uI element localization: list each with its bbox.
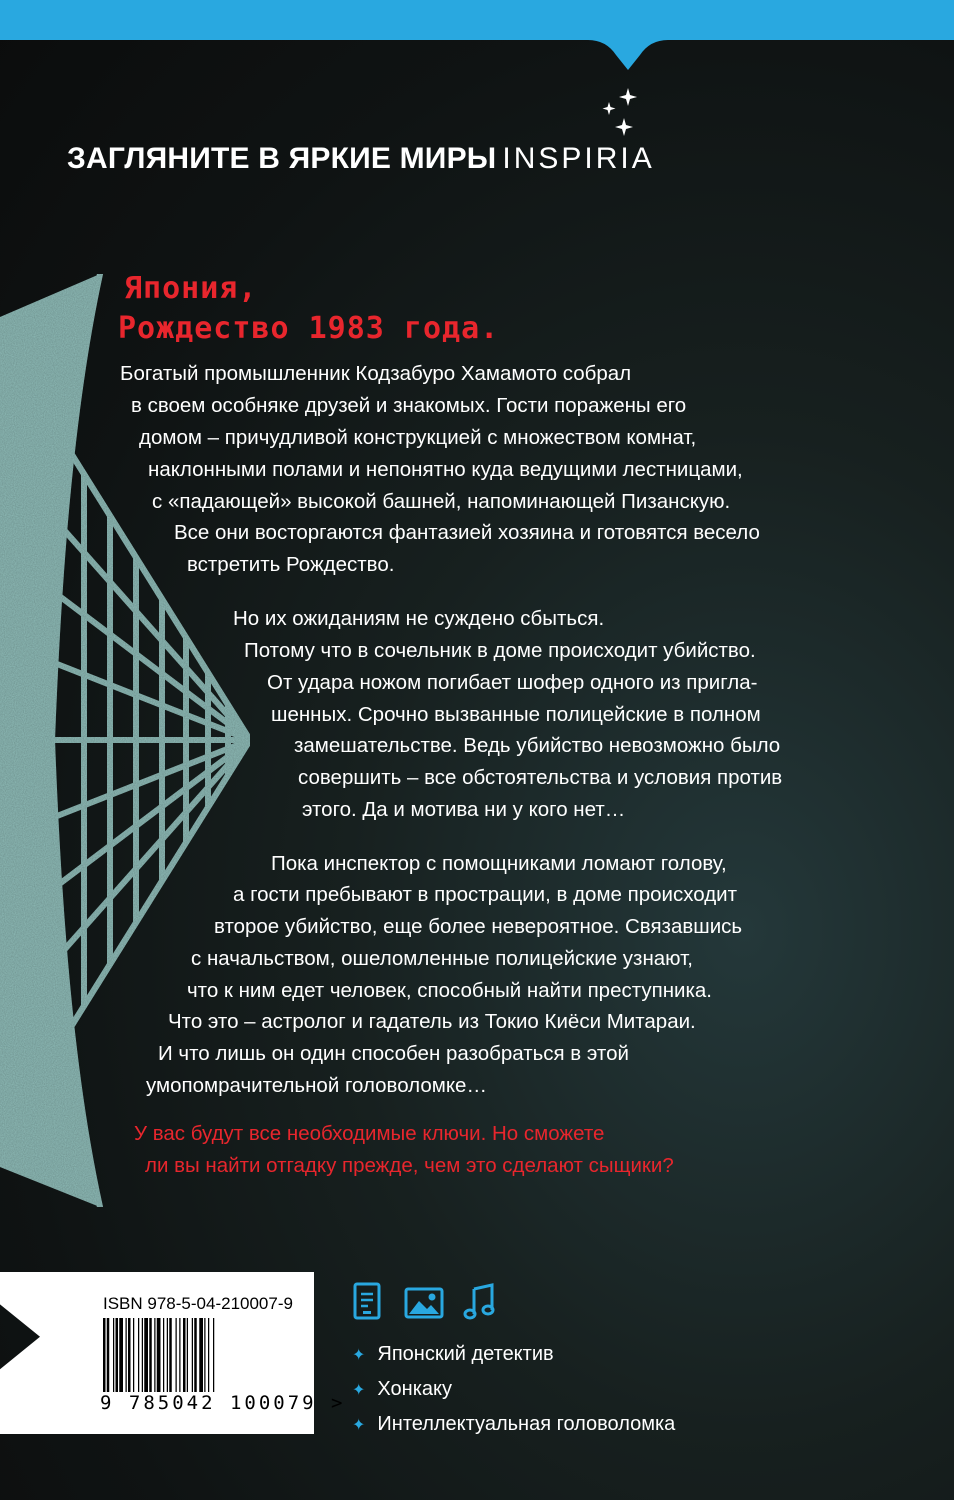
barcode-digits: 9 785042 100079 > (100, 1392, 346, 1414)
barcode (103, 1318, 288, 1392)
genre-label: Японский детектив (377, 1343, 554, 1365)
barcode-bar (149, 1318, 152, 1392)
paragraph-3-line: Что это – астролог и гадатель из Токио Киёси Митараи. (168, 1010, 696, 1033)
barcode-bar (126, 1318, 127, 1392)
paragraph-2-line: От удара ножом погибает шофер одного из пригла- (267, 671, 758, 694)
isbn-number: ISBN 978-5-04-210007-9 (103, 1294, 293, 1313)
paragraph-3-line: а гости пребывают в прострации, в доме происходит (233, 883, 738, 906)
paragraph-2-line: шенных. Срочно вызванные полицейские в полном (271, 703, 761, 726)
barcode-bar (157, 1318, 161, 1392)
barcode-bar (163, 1318, 164, 1392)
barcode-bar (133, 1318, 134, 1392)
paragraph-2-line: замешательстве. Ведь убийство невозможно было (294, 734, 781, 757)
barcode-bar (194, 1318, 197, 1392)
barcode-bar (103, 1318, 106, 1392)
barcode-bar (138, 1318, 139, 1392)
paragraph-1-line: Богатый промышленник Кодзабуро Хамамото собрал (120, 362, 632, 385)
genre-item (352, 1413, 675, 1436)
paragraph-2-line: этого. Да и мотива ни у кого нет… (302, 798, 626, 821)
barcode-bar (204, 1318, 205, 1392)
barcode-bar (176, 1318, 177, 1392)
brand-name: INSPIRIA (502, 142, 655, 175)
closing-line: ли вы найти отгадку прежде, чем это сделают сыщики? (145, 1154, 674, 1177)
barcode-bar (128, 1318, 131, 1392)
star-bullet-icon: ✦ (352, 1382, 366, 1399)
barcode-bar (119, 1318, 123, 1392)
intro-line-2: Рождество 1983 года. (118, 311, 500, 346)
barcode-bar (144, 1318, 148, 1392)
barcode-bar (213, 1318, 214, 1392)
star-bullet-icon: ✦ (352, 1417, 366, 1434)
paragraph-1-line: наклонными полами и непонятно куда ведущими лестницами, (148, 458, 743, 481)
barcode-bar (116, 1318, 119, 1392)
paragraph-1-line: Все они восторгаются фантазией хозяина и готовятся весело (174, 521, 760, 544)
ebook-icon (352, 1282, 382, 1322)
barcode-bar (154, 1318, 155, 1392)
barcode-bar (199, 1318, 203, 1392)
star-bullet-icon: ✦ (352, 1347, 366, 1364)
barcode-bar (142, 1318, 143, 1392)
paragraph-3-line: И что лишь он один способен разобраться в этой (158, 1042, 629, 1065)
closing-line: У вас будут все необходимые ключи. Но сможете (134, 1122, 605, 1145)
paragraph-2-line: Потому что в сочельник в доме происходит убийство. (244, 639, 756, 662)
paragraph-3-line: второе убийство, еще более невероятное. Связавшись (214, 915, 743, 938)
barcode-bar (113, 1318, 114, 1392)
paragraph-2-line: Но их ожиданиям не суждено сбыться. (233, 607, 605, 630)
genre-label: Хонкаку (377, 1378, 452, 1400)
barcode-bar (208, 1318, 209, 1392)
barcode-bar (167, 1318, 168, 1392)
paragraph-1-line: встретить Рождество. (187, 553, 395, 576)
paragraph-2-line: совершить – все обстоятельства и условия против (298, 766, 783, 789)
top-accent-tab (0, 0, 954, 70)
barcode-bar (179, 1318, 180, 1392)
genre-label: Интеллектуальная головоломка (377, 1413, 676, 1435)
headline (67, 142, 655, 176)
headline-text: ЗАГЛЯНИТЕ В ЯРКИЕ МИРЫ (67, 142, 497, 175)
paragraph-3-line: что к ним едет человек, способный найти преступника. (187, 979, 712, 1002)
genre-item (352, 1343, 554, 1366)
paragraph-1-line: домом – причудливой конструкцией с множеством комнат, (139, 426, 697, 449)
paragraph-3-line: умопомрачительной головоломке… (146, 1074, 487, 1097)
paragraph-1-line: с «падающей» высокой башней, напоминающей Пизанскую. (152, 490, 731, 513)
barcode-bar (183, 1318, 186, 1392)
barcode-bar (169, 1318, 172, 1392)
paragraph-1-line: в своем особняке друзей и знакомых. Гости поражены его (131, 394, 687, 417)
intro-line-1: Япония, (124, 271, 258, 306)
barcode-bar (192, 1318, 193, 1392)
paragraph-3-line: с начальством, ошеломленные полицейские узнают, (191, 947, 693, 970)
barcode-bar (107, 1318, 110, 1392)
audio-icon (462, 1283, 496, 1321)
image-icon (404, 1287, 444, 1319)
sparkle-logo-icon (600, 88, 644, 140)
genre-item (352, 1378, 452, 1401)
barcode-bar (187, 1318, 188, 1392)
paragraph-3-line: Пока инспектор с помощниками ломают голову, (271, 852, 727, 875)
